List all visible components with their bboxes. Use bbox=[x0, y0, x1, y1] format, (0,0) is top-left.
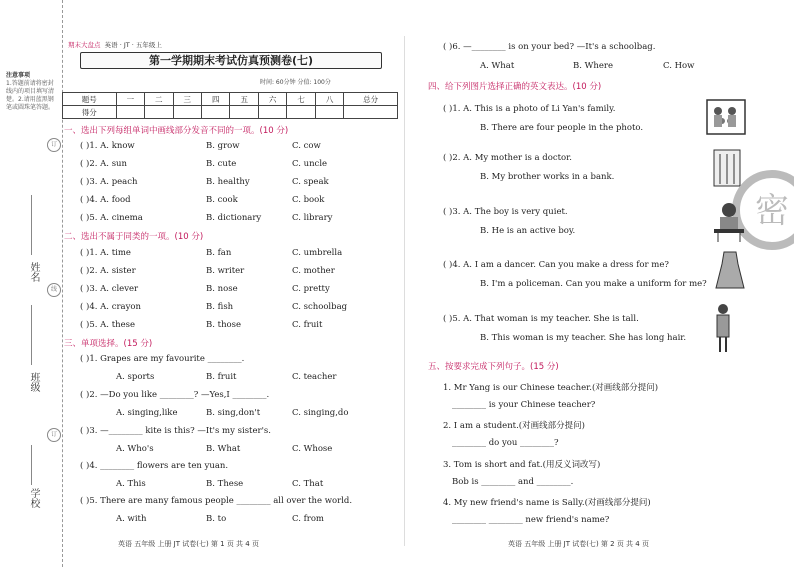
score-table bbox=[62, 92, 398, 119]
binding-margin bbox=[0, 0, 63, 567]
list-item: B. There are four people in the photo. bbox=[480, 123, 644, 133]
boy-at-desk-icon bbox=[712, 200, 746, 242]
score-cell[interactable] bbox=[173, 106, 201, 119]
section-2-title: 二、选出不属于同类的一项。(10 分) bbox=[64, 232, 204, 242]
footer-left: 英语 五年级 上册 JT 试卷(七) 第 1 页 共 4 页 bbox=[118, 540, 259, 548]
question: ( )6. —________ is on your bed? —It's a schoolbag. bbox=[443, 42, 656, 52]
school-line bbox=[31, 445, 32, 485]
question: ( )2. —Do you like ________? —Yes,I ________. bbox=[80, 390, 270, 400]
binding-hole: 订 bbox=[47, 138, 61, 152]
page-divider bbox=[404, 36, 405, 546]
list-item: ( )5. A. That woman is my teacher. She is tall. bbox=[443, 314, 639, 324]
list-item: ( )1. A. This is a photo of Li Yan's family. bbox=[443, 104, 616, 114]
question: ( )3. —________ kite is this? —It's my sister's. bbox=[80, 426, 271, 436]
list-item: B. My brother works in a bank. bbox=[480, 172, 615, 182]
question: ( )4. ________ flowers are ten yuan. bbox=[80, 461, 229, 471]
score-cell[interactable] bbox=[230, 106, 258, 119]
score-cell[interactable] bbox=[315, 106, 343, 119]
binding-hole: 线 bbox=[47, 283, 61, 297]
question: 4. My new friend's name is Sally.(对画线部分提问) bbox=[443, 498, 651, 508]
score-cell[interactable] bbox=[145, 106, 173, 119]
list-item: ( )2. A. My mother is a doctor. bbox=[443, 153, 572, 163]
table-cell: 二 bbox=[145, 93, 173, 106]
dress-icon bbox=[714, 250, 746, 290]
notes-box bbox=[6, 72, 54, 112]
class-line bbox=[31, 305, 32, 365]
score-cell[interactable] bbox=[258, 106, 286, 119]
section-4-title: 四、给下列图片选择正确的英文表达。(10 分) bbox=[428, 82, 602, 92]
table-cell: 三 bbox=[173, 93, 201, 106]
list-item: B. He is an active boy. bbox=[480, 226, 576, 236]
list-item: B. This woman is my teacher. She has long hair. bbox=[480, 333, 687, 343]
exam-paper: 注意事项 1.答题前请将密封线内的项目填写清楚。2.请用蓝黑钢笔或圆珠笔答题。 订 姓名 线 班级 订 学校 期末大盘点 英语 · JT · 五年级上 第一学期期末考试仿真预测卷(七) 时间: 60分钟 分值: 100分 题号 一 二 三 四 五 六 七 八 总分 得分 一、选出下列每组单词中画线部分发音不同的一项。(10 分) ( )1. A. know B. grow C. cow ( )2. A. sun B. cute C. uncle ( )3. A. peach B. healthy C. speak ( )4. A. food B. cook C. book ( )5. A. cinema B. dictionary C. library 二、选出不属于同类的一项。(10 分) ( )1. A. time B. fan C. umbrella ( )2. A. sister B. writer C. mother ( )3. A. clever B. nose C. pretty ( )4. A. crayon B. fish C. schoolbag ( )5. A. these B. those C. fruit 三、单项选择。(15 分) ( )1. Grapes are my favourite ________. A. sports B. fruit C. teacher ( )2. —Do you like ________? —Yes,I ________. A. singing,like B. sing,don't C. singing,do ( )3. —________ kite is this? —It's my sister's. A. Who's B. What C. Whose ( )4. ________ flowers are ten yuan. A. This B. These C. That ( )5. There are many famous people ________ all over the world. A. with B. to C. from 英语 五年级 上册 JT 试卷(七) 第 1 页 共 4 页 ( )6. —________ is on your bed? —It's a schoolbag. A. What B. Where C. How 四、给下列图片选择正确的英文表达。(10 分) ( )1. A. This is a photo of Li Yan's family. B. There are four people in the photo. ( )2. A. My mother is a doctor. B. My brother works in a bank. ( )3. A. The boy is very quiet. B. He is an active boy. ( )4. A. I am a dancer. Can you make a dress for me? B. I'm a policeman. Can you make a uniform for me? ( )5. A. That woman is my teacher. She is tall. B. This woman is my teacher. She has long hair. 密 五、按要求完成下列句子。(15 分) 1. Mr Yang is our Chinese teacher.(对画线部分提问) ________ is your Chinese teacher? 2. I am a student.(对画线部分提问) ________ do you ________? 3. Tom is short and fat.(用反义词改写) Bob is ________ and ________. 4. My new friend's name is Sally.(对画线部分提问) ________ ________ new friend's name? 英语 五年级 上册 JT 试卷(七) 第 2 页 共 4 页 bbox=[0, 0, 800, 567]
table-cell: 五 bbox=[230, 93, 258, 106]
svg-text:密: 密 bbox=[755, 191, 789, 231]
school-label: 学校 bbox=[28, 488, 39, 508]
notes-title: 注意事项 bbox=[6, 72, 31, 79]
answer-line[interactable]: ________ is your Chinese teacher? bbox=[452, 400, 596, 410]
score-cell[interactable] bbox=[202, 106, 230, 119]
header-tag bbox=[68, 40, 162, 49]
question: 3. Tom is short and fat.(用反义词改写) bbox=[443, 460, 601, 470]
question: ( )5. There are many famous people ________ all over the world. bbox=[80, 496, 353, 506]
name-line bbox=[31, 195, 32, 255]
table-cell: 题号 bbox=[63, 93, 117, 106]
score-cell[interactable] bbox=[344, 106, 398, 119]
page-title: 第一学期期末考试仿真预测卷(七) bbox=[80, 52, 382, 69]
score-cell[interactable] bbox=[116, 106, 144, 119]
question: 2. I am a student.(对画线部分提问) bbox=[443, 421, 585, 431]
question: ( )1. Grapes are my favourite ________. bbox=[80, 354, 245, 364]
binding-hole: 订 bbox=[47, 428, 61, 442]
section-1-title: 一、选出下列每组单词中画线部分发音不同的一项。(10 分) bbox=[64, 126, 289, 136]
table-cell: 得分 bbox=[63, 106, 117, 119]
name-label: 姓名 bbox=[28, 262, 39, 282]
answer-line[interactable]: ________ ________ new friend's name? bbox=[452, 515, 610, 525]
section-3-title: 三、单项选择。(15 分) bbox=[64, 339, 153, 349]
tag-info: 英语 · JT · 五年级上 bbox=[104, 41, 162, 49]
table-cell: 一 bbox=[116, 93, 144, 106]
teacher-icon bbox=[712, 302, 734, 354]
table-cell: 八 bbox=[315, 93, 343, 106]
class-label: 班级 bbox=[28, 372, 39, 392]
footer-right: 英语 五年级 上册 JT 试卷(七) 第 2 页 共 4 页 bbox=[508, 540, 649, 548]
answer-line[interactable]: Bob is ________ and ________. bbox=[452, 477, 574, 487]
score-cell[interactable] bbox=[287, 106, 315, 119]
list-item: B. I'm a policeman. Can you make a uniform for me? bbox=[480, 279, 707, 289]
table-cell: 总分 bbox=[344, 93, 398, 106]
question: 1. Mr Yang is our Chinese teacher.(对画线部分提问) bbox=[443, 383, 659, 393]
table-cell: 七 bbox=[287, 93, 315, 106]
family-photo-icon bbox=[706, 99, 746, 135]
section-5-title: 五、按要求完成下列句子。(15 分) bbox=[428, 362, 559, 372]
table-cell: 六 bbox=[258, 93, 286, 106]
list-item: ( )4. A. I am a dancer. Can you make a dress for me? bbox=[443, 260, 669, 270]
score-table-score-row bbox=[63, 106, 398, 119]
score-table-header-row bbox=[63, 93, 398, 106]
exam-meta: 时间: 60分钟 分值: 100分 bbox=[260, 79, 331, 86]
answer-line[interactable]: ________ do you ________? bbox=[452, 438, 559, 448]
table-cell: 四 bbox=[202, 93, 230, 106]
list-item: ( )3. A. The boy is very quiet. bbox=[443, 207, 568, 217]
notes-body: 1.答题前请将密封线内的项目填写清楚。2.请用蓝黑钢笔或圆珠笔答题。 bbox=[6, 80, 55, 111]
tag-prefix: 期末大盘点 bbox=[68, 41, 101, 49]
